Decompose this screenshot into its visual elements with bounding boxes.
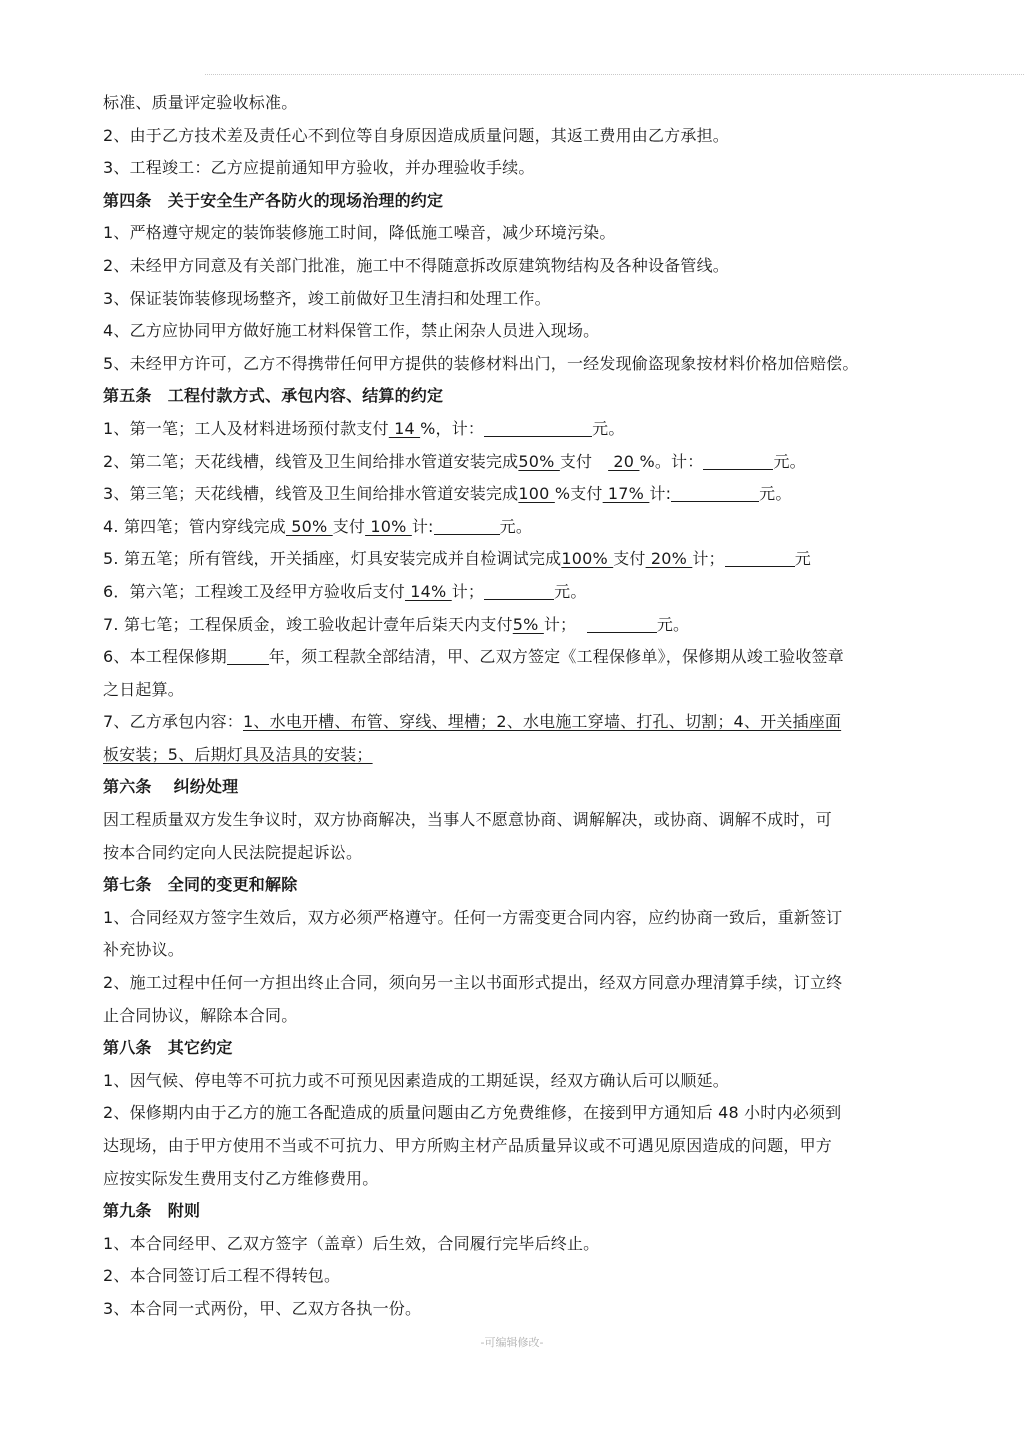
stage-field: 50% <box>518 451 560 471</box>
paragraph: 1、严格遵守规定的装饰装修施工时间，降低施工噪音，减少环境污染。 <box>103 223 616 243</box>
paragraph: 2、由于乙方技术差及责任心不到位等自身原因造成质量问题，其返工费用由乙方承担。 <box>103 125 729 145</box>
paragraph: 因工程质量双方发生争议时，双方协商解决，当事人不愿意协商、调解解决，或协商、调解不成时，可 <box>103 810 833 830</box>
paragraph: 5、未经甲方许可，乙方不得携带任何甲方提供的装修材料出门，一经发现偷盗现象按材料价格加倍赔偿。 <box>103 353 859 373</box>
paragraph: 止合同协议，解除本合同。 <box>103 1005 298 1025</box>
payment-item-3 <box>103 478 938 511</box>
payment-item-5 <box>103 543 938 576</box>
section-heading-5: 第五条 工程付款方式、承包内容、结算的约定 <box>103 386 444 406</box>
payment-item-7 <box>103 609 938 642</box>
payment-unit: 元。 <box>773 451 806 471</box>
percent-field: 20% <box>645 549 693 569</box>
payment-text: %。计： <box>639 451 704 471</box>
payment-text: 计: <box>411 516 434 536</box>
warranty-years-blank <box>227 646 269 665</box>
amount-blank <box>587 614 657 633</box>
amount-blank <box>725 548 795 567</box>
section-heading-7: 第七条 全同的变更和解除 <box>103 875 298 895</box>
percent-field: 14 <box>388 418 421 438</box>
top-divider <box>205 74 1024 75</box>
payment-text: 计； <box>451 581 485 601</box>
section-heading-4: 第四条 关于安全生产各防火的现场治理的约定 <box>103 190 444 210</box>
paragraph: 1、本合同经甲、乙双方签字（盖章）后生效，合同履行完毕后终止。 <box>103 1233 600 1253</box>
payment-text: 计: <box>649 484 672 504</box>
stage-field: 100 <box>518 484 555 504</box>
paragraph: 达现场，由于甲方使用不当或不可抗力、甲方所购主材产品质量异议或不可遇见原因造成的问题，甲方 <box>103 1136 833 1155</box>
section-heading-6: 第六条 纠纷处理 <box>103 777 239 797</box>
payment-unit: 元。 <box>499 516 533 536</box>
amount-blank <box>484 418 592 437</box>
paragraph: 3、保证装饰装修现场整齐，竣工前做好卫生清扫和处理工作。 <box>103 288 551 308</box>
paragraph: 2、保修期内由于乙方的施工各配造成的质量问题由乙方免费维修，在接到甲方通知后 48 小时内必须到 <box>103 1103 842 1123</box>
payment-label: 5. 第五笔；所有管线，开关插座，灯具安装完成并自检调试完成 <box>103 549 562 569</box>
payment-text: 支付 <box>559 451 593 471</box>
payment-unit: 元 <box>794 549 811 569</box>
scope-label: 7、乙方承包内容： <box>103 712 243 732</box>
payment-unit: 元。 <box>656 614 690 634</box>
scope-clause-cont <box>103 739 938 772</box>
contract-page-body <box>103 87 938 1326</box>
paragraph: 3、工程竣工：乙方应提前通知甲方验收，并办理验收手续。 <box>103 158 535 178</box>
amount-blank <box>484 581 554 600</box>
payment-item-1 <box>103 413 938 446</box>
paragraph: 1、因气候、停电等不可抗力或不可预见因素造成的工期延误，经双方确认后可以顺延。 <box>103 1070 729 1090</box>
payment-unit: 元。 <box>554 581 587 601</box>
scope-content: 板安装；5、后期灯具及洁具的安装； <box>103 744 373 764</box>
scope-clause <box>103 706 938 739</box>
percent-field: 17% <box>602 484 650 504</box>
payment-unit: 元。 <box>592 418 625 438</box>
payment-label: 4. 第四笔；管内穿线完成 <box>103 516 286 536</box>
payment-text: %支付 <box>554 484 603 504</box>
payment-item-4 <box>103 511 938 544</box>
warranty-label: 6、本工程保修期 <box>103 647 227 667</box>
paragraph: 3、本合同一式两份，甲、乙双方各执一份。 <box>103 1298 422 1318</box>
amount-blank <box>703 451 773 470</box>
payment-item-2 <box>103 446 938 479</box>
paragraph: 按本合同约定向人民法院提起诉讼。 <box>103 842 363 862</box>
payment-label: 2、第二笔；天花线槽，线管及卫生间给排水管道安装完成 <box>103 451 519 471</box>
paragraph: 4、乙方应协同甲方做好施工材料保管工作，禁止闲杂人员进入现场。 <box>103 321 600 341</box>
percent-field: 5% <box>512 614 544 634</box>
payment-label: 6．第六笔；工程竣工及经甲方验收后支付 <box>103 581 405 601</box>
paragraph: 2、施工过程中任何一方担出终止合同，须向另一主以书面形式提出，经双方同意办理清算手续，订立终 <box>103 973 843 993</box>
payment-text: %，计： <box>420 418 485 438</box>
payment-text: 支付 <box>613 549 646 569</box>
payment-label: 7. 第七笔；工程保质金，竣工验收起计壹年后柒天内支付 <box>103 614 513 634</box>
payment-text: 计； <box>543 614 577 634</box>
section-heading-9: 第九条 附则 <box>103 1201 201 1221</box>
payment-unit: 元。 <box>759 484 792 504</box>
warranty-text: 年，须工程款全部结清，甲、乙双方签定《工程保修单》，保修期从竣工验收签章 <box>268 647 844 667</box>
amount-blank <box>671 483 759 502</box>
paragraph: 2、本合同签订后工程不得转包。 <box>103 1266 341 1286</box>
percent-field: 20 <box>608 451 640 471</box>
paragraph: 标准、质量评定验收标准。 <box>103 93 298 112</box>
paragraph: 应按实际发生费用支付乙方维修费用。 <box>103 1168 379 1188</box>
payment-text: 计； <box>692 549 725 569</box>
stage-field: 50% <box>285 516 333 536</box>
paragraph: 之日起算。 <box>103 679 185 699</box>
percent-field: 10% <box>365 516 412 536</box>
payment-label: 3、第三笔；天花线槽，线管及卫生间给排水管道安装完成 <box>103 484 519 504</box>
warranty-clause <box>103 641 938 674</box>
page-footer: -可编辑修改- <box>480 1336 544 1349</box>
payment-text: 支付 <box>332 516 366 536</box>
amount-blank <box>434 516 500 535</box>
paragraph: 补充协议。 <box>103 940 185 960</box>
percent-field: 14% <box>404 581 452 601</box>
stage-field: 100% <box>561 549 614 569</box>
payment-label: 1、第一笔；工人及材料进场预付款支付 <box>103 418 389 438</box>
payment-item-6 <box>103 576 938 609</box>
section-heading-8: 第八条 其它约定 <box>103 1038 233 1058</box>
paragraph: 1、合同经双方签字生效后，双方必须严格遵守。任何一方需变更合同内容，应约协商一致后，重新签订 <box>103 907 843 927</box>
scope-content: 1、水电开槽、布管、穿线、埋槽；2、水电施工穿墙、打孔、切割；4、开关插座面 <box>242 712 842 732</box>
paragraph: 2、未经甲方同意及有关部门批准，施工中不得随意拆改原建筑物结构及各种设备管线。 <box>103 255 729 275</box>
